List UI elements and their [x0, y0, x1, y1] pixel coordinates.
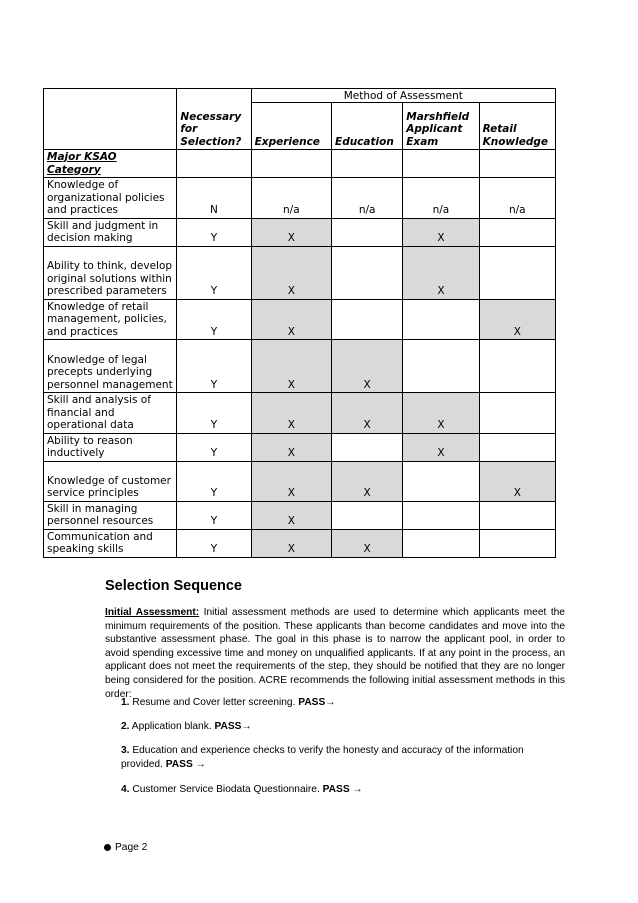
education-cell: X: [332, 393, 403, 434]
necessary-cell: N: [177, 178, 251, 219]
table-row: [44, 529, 556, 557]
retail-cell: n/a: [479, 178, 555, 219]
education-cell: X: [332, 529, 403, 557]
retail-cell: X: [479, 461, 555, 501]
selection-sequence-title: Selection Sequence: [105, 578, 242, 594]
education-cell: [332, 218, 403, 246]
ksao-name: Knowledge of retail management, policies, and practices: [44, 299, 177, 340]
table-row: [44, 340, 556, 393]
education-cell: [332, 299, 403, 340]
step-pass: PASS→: [214, 721, 252, 732]
table-row: [44, 501, 556, 529]
table-row: [44, 393, 556, 434]
necessary-cell: Y: [177, 340, 251, 393]
experience-cell: X: [251, 299, 331, 340]
experience-cell: X: [251, 218, 331, 246]
ksao-name: Ability to reason inductively: [44, 433, 177, 461]
list-item: [121, 720, 561, 734]
retail-cell: [479, 433, 555, 461]
ksao-name: Communication and speaking skills: [44, 529, 177, 557]
retail-cell: [479, 501, 555, 529]
retail-cell: [479, 529, 555, 557]
experience-cell: X: [251, 433, 331, 461]
ksao-name: Skill and analysis of financial and operational data: [44, 393, 177, 434]
experience-cell: X: [251, 501, 331, 529]
step-text: Education and experience checks to verify the honesty and accuracy of the information provided.: [121, 745, 524, 770]
retail-cell: [479, 246, 555, 299]
table-row: [44, 178, 556, 219]
marshfield-cell: [403, 529, 479, 557]
marshfield-cell: X: [403, 433, 479, 461]
table-row: [44, 218, 556, 246]
page-number: Page 2: [115, 842, 148, 853]
step-number: 2.: [121, 721, 130, 732]
step-number: 1.: [121, 697, 130, 708]
col-retail-header: Retail Knowledge: [479, 103, 555, 150]
initial-assessment-label: Initial Assessment:: [105, 607, 200, 618]
education-cell: n/a: [332, 178, 403, 219]
step-pass: PASS →: [165, 758, 206, 770]
major-ksao-label: Major KSAO Category: [44, 150, 177, 178]
ksao-name: Skill and judgment in decision making: [44, 218, 177, 246]
marshfield-cell: [403, 340, 479, 393]
education-cell: [332, 501, 403, 529]
necessary-cell: Y: [177, 461, 251, 501]
list-item: [121, 783, 561, 797]
list-item: [121, 744, 561, 771]
table-row: [44, 299, 556, 340]
ksao-name: Knowledge of customer service principles: [44, 461, 177, 501]
experience-cell: X: [251, 393, 331, 434]
table-row: [44, 433, 556, 461]
necessary-cell: Y: [177, 218, 251, 246]
bullet-icon: [104, 844, 111, 851]
col-education-header: Education: [332, 103, 403, 150]
table-row: [44, 461, 556, 501]
education-cell: X: [332, 461, 403, 501]
marshfield-cell: X: [403, 246, 479, 299]
experience-cell: X: [251, 529, 331, 557]
necessary-cell: Y: [177, 501, 251, 529]
marshfield-cell: n/a: [403, 178, 479, 219]
marshfield-cell: X: [403, 393, 479, 434]
experience-cell: n/a: [251, 178, 331, 219]
necessary-cell: Y: [177, 433, 251, 461]
step-number: 4.: [121, 784, 130, 795]
step-number: 3.: [121, 745, 130, 756]
education-cell: [332, 246, 403, 299]
initial-assessment-text: Initial assessment methods are used to determine which applicants meet the minimum requirements of the position. These applicants than become candidates and move into the substantive assessment phase. The goal in this phase is to narrow the applicant pool, in order to avoid spending excessive time and money on unqualified applicants. If at any point in the process, an applicant does not meet the requirements of the step, they should be notified that they are no longer being considered for the position. ACRE recommends the following initial assessment methods in this order:: [105, 607, 565, 700]
experience-cell: X: [251, 340, 331, 393]
initial-assessment-paragraph: [105, 606, 565, 701]
education-cell: X: [332, 340, 403, 393]
list-item: [121, 696, 561, 710]
step-text: Resume and Cover letter screening.: [132, 697, 296, 708]
necessary-cell: Y: [177, 529, 251, 557]
step-text: Application blank.: [131, 721, 212, 732]
method-of-assessment-header: Method of Assessment: [251, 89, 555, 103]
necessary-cell: Y: [177, 299, 251, 340]
experience-cell: X: [251, 246, 331, 299]
education-cell: [332, 433, 403, 461]
col-necessary-header: Necessary for Selection?: [177, 89, 251, 150]
step-pass: PASS→: [298, 697, 336, 708]
step-pass: PASS →: [322, 784, 363, 795]
retail-cell: [479, 218, 555, 246]
marshfield-cell: [403, 299, 479, 340]
retail-cell: [479, 340, 555, 393]
step-text: Customer Service Biodata Questionnaire.: [132, 784, 320, 795]
retail-cell: X: [479, 299, 555, 340]
ksao-name: Knowledge of organizational policies and practices: [44, 178, 177, 219]
table-row: [44, 246, 556, 299]
blank-header-cell: [44, 89, 177, 150]
ksao-assessment-table: [43, 88, 556, 558]
marshfield-cell: X: [403, 218, 479, 246]
ksao-name: Skill in managing personnel resources: [44, 501, 177, 529]
necessary-cell: Y: [177, 393, 251, 434]
experience-cell: X: [251, 461, 331, 501]
col-marshfield-header: Marshfield Applicant Exam: [403, 103, 479, 150]
marshfield-cell: [403, 501, 479, 529]
page-footer: [104, 842, 147, 853]
marshfield-cell: [403, 461, 479, 501]
ksao-name: Knowledge of legal precepts underlying personnel management: [44, 340, 177, 393]
retail-cell: [479, 393, 555, 434]
necessary-cell: Y: [177, 246, 251, 299]
ksao-name: Ability to think, develop original solutions within prescribed parameters: [44, 246, 177, 299]
col-experience-header: Experience: [251, 103, 331, 150]
